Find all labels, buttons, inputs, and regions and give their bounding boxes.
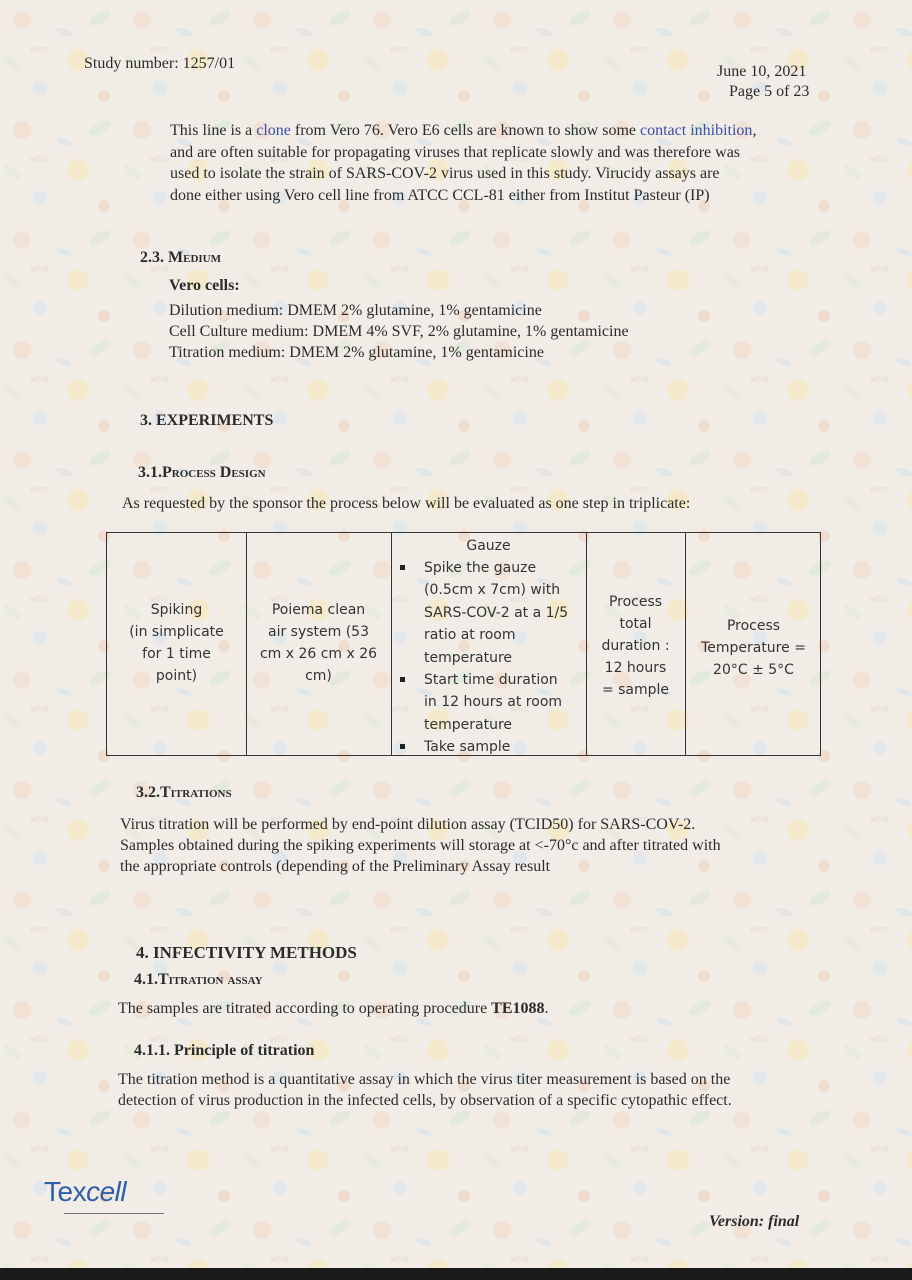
study-number: Study number: 1257/01 xyxy=(84,55,236,72)
intro-line-3: used to isolate the strain of SARS-COV-2 virus used in this study. Virucidy assays are xyxy=(170,165,720,182)
table-cell-duration: Process total duration : 12 hours = sample xyxy=(601,594,670,698)
section-4-1-text: The samples are titrated according to operating procedure TE1088. xyxy=(118,1000,549,1017)
inhibition-term: inhibition xyxy=(690,122,753,139)
medium-line-1: Dilution medium: DMEM 2% glutamine, 1% gentamicine xyxy=(169,302,542,319)
section-3-1-heading: 3.1.Process Design xyxy=(138,464,266,481)
table-divider xyxy=(391,533,392,755)
table-cell-system: Poiema clean air system (53 cm x 26 cm x 26 cm) xyxy=(259,602,378,684)
titration-line-2: Samples obtained during the spiking experiments will storage at <-70°c and after titrated with xyxy=(120,837,721,854)
page-number: Page 5 of 23 xyxy=(729,83,810,100)
principle-line-1: The titration method is a quantitative assay in which the virus titer measurement is based on the xyxy=(118,1071,731,1088)
intro-line-2: and are often suitable for propagating viruses that replicate slowly and was therefore was xyxy=(170,144,741,161)
bullet-icon xyxy=(400,565,405,570)
intro-line-4: done either using Vero cell line from ATCC CCL-81 either from Institut Pasteur (IP) xyxy=(170,187,710,204)
section-3-1-text: As requested by the sponsor the process below will be evaluated as one step in triplicate: xyxy=(122,495,691,512)
bullet-icon xyxy=(400,744,405,749)
titration-line-3: the appropriate controls (depending of the Preliminary Assay result xyxy=(120,858,551,875)
process-table xyxy=(106,532,821,756)
bullet-icon xyxy=(400,677,405,682)
intro-line-1: This line is a clone from Vero 76. Vero E6 cells are known to show some contact inhibition, xyxy=(170,122,757,139)
section-4-1-heading: 4.1.Titration assay xyxy=(134,971,263,988)
medium-line-3: Titration medium: DMEM 2% glutamine, 1% gentamicine xyxy=(169,344,544,361)
titration-line-1: Virus titration will be performed by end-point dilution assay (TCID50) for SARS-COV-2. xyxy=(120,816,696,833)
gauze-title: Gauze xyxy=(466,538,511,554)
version-label: Version: final xyxy=(709,1213,800,1230)
gauze-step-1: Spike the gauze (0.5cm x 7cm) with SARS-COV-2 at a 1/5 ratio at room temperature Start time duration in 12 hours at room temperature Take sample xyxy=(424,557,568,759)
section-4-heading: 4. INFECTIVITY METHODS xyxy=(136,943,357,962)
section-3-heading: 3. EXPERIMENTS xyxy=(140,412,274,429)
texcell-logo: Texcell xyxy=(44,1176,127,1207)
procedure-code: TE1088 xyxy=(491,1000,545,1017)
table-cell-spiking: Spiking (in simplicate for 1 time point) xyxy=(129,602,224,684)
principle-line-2: detection of virus production in the infected cells, by observation of a specific cytopathic effect. xyxy=(118,1092,732,1109)
table-cell-temperature: Process Temperature = 20°C ± 5°C xyxy=(701,618,806,678)
clone-term: clone xyxy=(256,122,291,139)
medium-line-2: Cell Culture medium: DMEM 4% SVF, 2% glutamine, 1% gentamicine xyxy=(169,323,629,340)
section-3-2-heading: 3.2.Titrations xyxy=(136,784,232,801)
contact-term: contact xyxy=(640,122,687,139)
vero-cells-subheading: Vero cells: xyxy=(169,277,240,294)
header-date: June 10, 2021 xyxy=(717,63,807,80)
section-2-3-heading: 2.3. Medium xyxy=(140,249,221,266)
logo-underline xyxy=(64,1213,164,1214)
section-4-1-1-heading: 4.1.1. Principle of titration xyxy=(134,1042,315,1059)
